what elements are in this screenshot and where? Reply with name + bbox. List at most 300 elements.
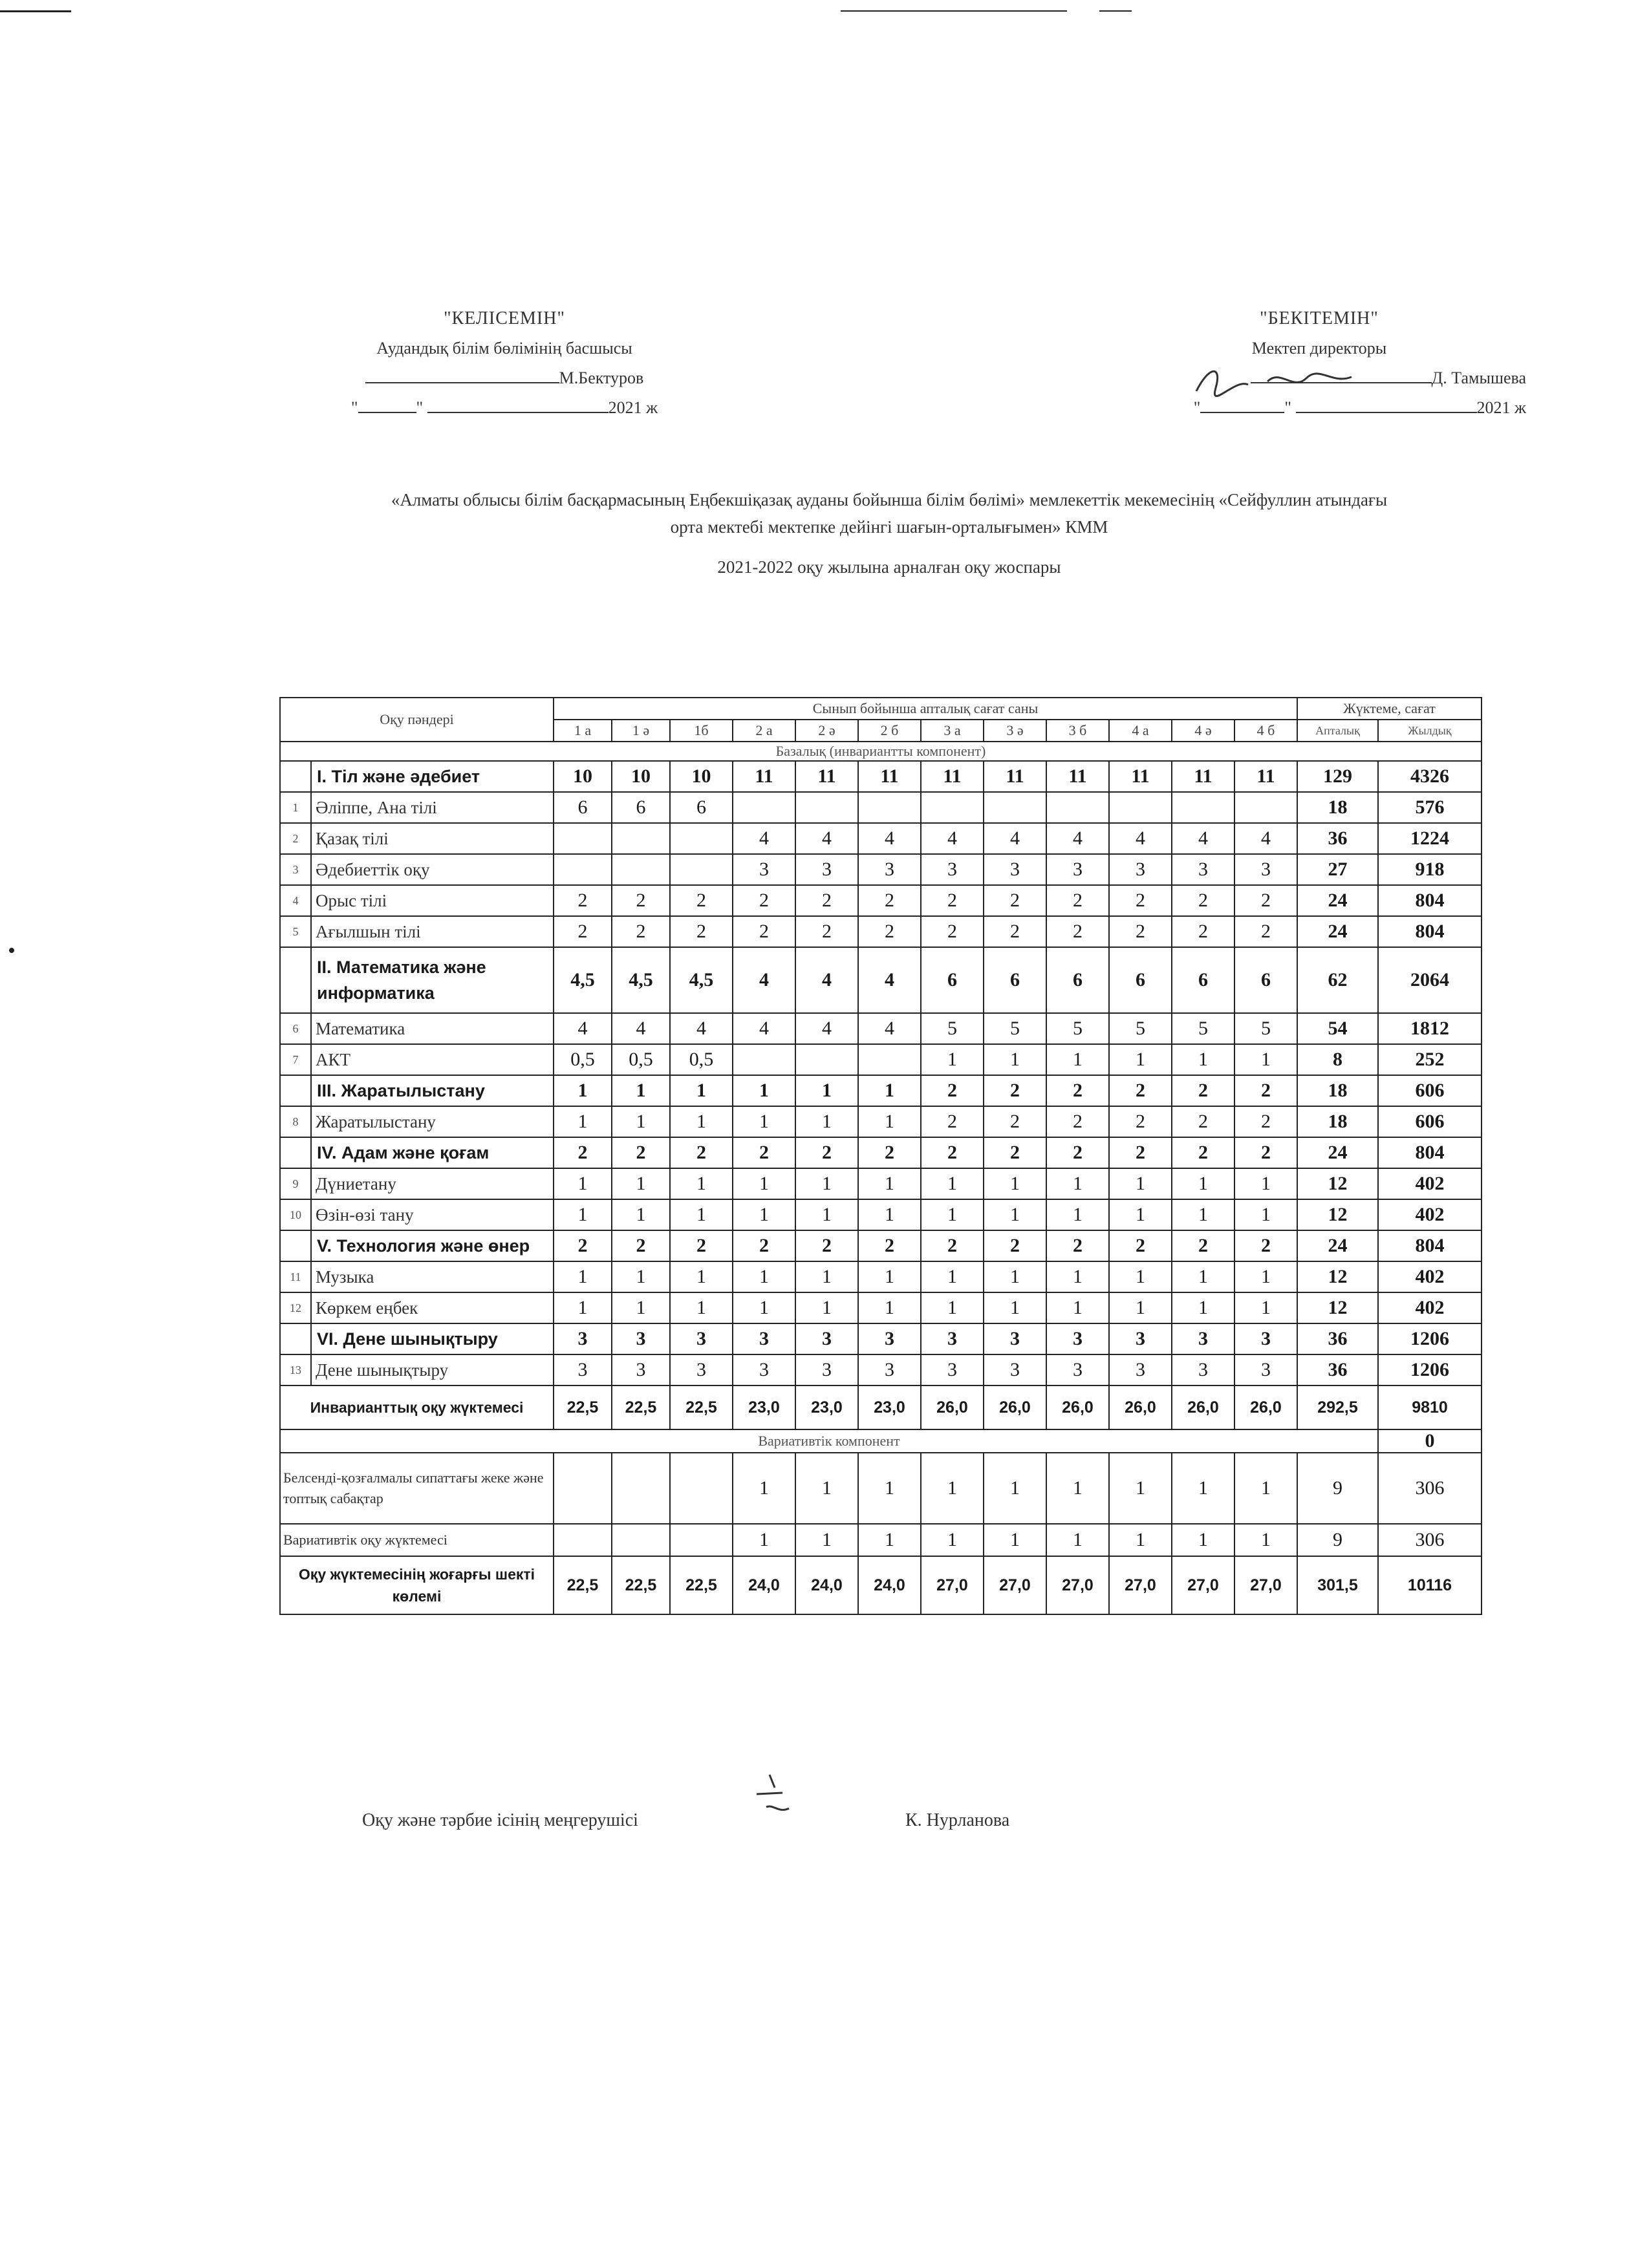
- weekly-total: 12: [1297, 1199, 1378, 1230]
- hours-cell: 4,5: [670, 947, 733, 1013]
- hours-cell: 1: [858, 1453, 921, 1524]
- section-name: ІV. Адам және қоғам: [311, 1137, 554, 1168]
- hours-cell: 2: [612, 1230, 670, 1261]
- hours-cell: 1: [1046, 1168, 1109, 1199]
- hours-cell: 2: [984, 916, 1046, 947]
- hours-cell: 4: [733, 823, 795, 854]
- hours-cell: 1: [1172, 1261, 1234, 1292]
- hours-cell: 1: [921, 1261, 984, 1292]
- class-header: 4 б: [1234, 720, 1297, 742]
- hours-cell: 5: [1046, 1013, 1109, 1044]
- hours-cell: 23,0: [858, 1385, 921, 1429]
- weekly-total: 301,5: [1297, 1556, 1378, 1614]
- weekly-total: 62: [1297, 947, 1378, 1013]
- hours-cell: 1: [858, 1292, 921, 1323]
- row-number: [280, 1137, 311, 1168]
- hours-cell: 3: [733, 854, 795, 885]
- hours-cell: 1: [733, 1292, 795, 1323]
- hours-cell: 1: [984, 1292, 1046, 1323]
- weekly-total: 36: [1297, 1354, 1378, 1385]
- subject-row: [280, 1106, 1482, 1137]
- hours-cell: 3: [858, 1354, 921, 1385]
- hours-cell: 6: [921, 947, 984, 1013]
- hours-cell: 3: [554, 1354, 612, 1385]
- hours-cell: 2: [795, 1137, 858, 1168]
- hours-cell: 4: [733, 947, 795, 1013]
- hours-cell: 2: [670, 1230, 733, 1261]
- hours-cell: 1: [921, 1524, 984, 1556]
- hours-cell: 1: [1109, 1292, 1172, 1323]
- hours-cell: 2: [1234, 1137, 1297, 1168]
- hours-cell: 1: [795, 1075, 858, 1106]
- hours-cell: 1: [1234, 1044, 1297, 1075]
- yearly-total: 306: [1378, 1524, 1482, 1556]
- weekly-total: 129: [1297, 761, 1378, 792]
- variative-year-zero: 0: [1378, 1429, 1482, 1453]
- row-number: 8: [280, 1106, 311, 1137]
- section-row: [280, 1137, 1482, 1168]
- hours-cell: 2: [921, 1106, 984, 1137]
- hours-cell: 3: [1172, 1354, 1234, 1385]
- hours-cell: 5: [1172, 1013, 1234, 1044]
- hours-cell: 2: [1109, 1137, 1172, 1168]
- band-variative-component: Вариативтік компонент: [280, 1429, 1378, 1453]
- hours-cell: 1: [733, 1168, 795, 1199]
- class-header: 3 а: [921, 720, 984, 742]
- hours-cell: [670, 854, 733, 885]
- row-number: 12: [280, 1292, 311, 1323]
- hours-cell: 3: [1046, 854, 1109, 885]
- hours-cell: 1: [795, 1292, 858, 1323]
- approval-left: "КЕЛІСЕМІН" Аудандық білім бөлімінің басшысы М.Бектуров " " 2021 ж: [278, 304, 731, 423]
- hours-cell: 1: [795, 1199, 858, 1230]
- hours-cell: 4: [670, 1013, 733, 1044]
- weekly-total: 12: [1297, 1261, 1378, 1292]
- approval-right-name: Д. Тамышева: [1431, 369, 1526, 387]
- hours-cell: 2: [1172, 1106, 1234, 1137]
- hours-cell: 3: [1234, 854, 1297, 885]
- section-row: [280, 761, 1482, 792]
- hours-cell: [858, 1044, 921, 1075]
- hours-cell: [1109, 792, 1172, 823]
- hours-cell: 2: [1046, 1137, 1109, 1168]
- hours-cell: [554, 823, 612, 854]
- row-number: [280, 1075, 311, 1106]
- class-header: 1 а: [554, 720, 612, 742]
- hours-cell: 1: [984, 1261, 1046, 1292]
- header-weekly: Апталық: [1297, 720, 1378, 742]
- weekly-total: 24: [1297, 885, 1378, 916]
- hours-cell: 1: [554, 1199, 612, 1230]
- hours-cell: 1: [670, 1261, 733, 1292]
- weekly-total: 18: [1297, 792, 1378, 823]
- hours-cell: 1: [733, 1261, 795, 1292]
- hours-cell: 1: [733, 1075, 795, 1106]
- row-number: 3: [280, 854, 311, 885]
- invariant-total-label: Инварианттық оқу жүктемесі: [280, 1385, 554, 1429]
- section-name: І. Тіл және әдебиет: [311, 761, 554, 792]
- hours-cell: 2: [1109, 1230, 1172, 1261]
- hours-cell: 10: [554, 761, 612, 792]
- hours-cell: 3: [733, 1354, 795, 1385]
- row-number: [280, 947, 311, 1013]
- hours-cell: [795, 1044, 858, 1075]
- hours-cell: 2: [1109, 885, 1172, 916]
- hours-cell: 2: [858, 885, 921, 916]
- hours-cell: 0,5: [612, 1044, 670, 1075]
- weekly-total: 18: [1297, 1106, 1378, 1137]
- hours-cell: 0,5: [670, 1044, 733, 1075]
- hours-cell: 22,5: [554, 1385, 612, 1429]
- hours-cell: 3: [921, 1323, 984, 1354]
- row-number: 10: [280, 1199, 311, 1230]
- hours-cell: 10: [612, 761, 670, 792]
- subject-name: Музыка: [311, 1261, 554, 1292]
- hours-cell: 6: [1046, 947, 1109, 1013]
- weekly-total: 9: [1297, 1524, 1378, 1556]
- subject-name: Әліппе, Ана тілі: [311, 792, 554, 823]
- hours-cell: 1: [795, 1168, 858, 1199]
- hours-cell: 2: [612, 885, 670, 916]
- row-number: 13: [280, 1354, 311, 1385]
- hours-cell: 1: [984, 1199, 1046, 1230]
- max-total-row: [280, 1556, 1482, 1614]
- weekly-total: 24: [1297, 1137, 1378, 1168]
- hours-cell: [612, 1453, 670, 1524]
- weekly-total: 36: [1297, 823, 1378, 854]
- section-name: V. Технология және өнер: [311, 1230, 554, 1261]
- hours-cell: 1: [1109, 1199, 1172, 1230]
- hours-cell: 1: [1234, 1261, 1297, 1292]
- yearly-total: 402: [1378, 1261, 1482, 1292]
- hours-cell: 6: [612, 792, 670, 823]
- hours-cell: 2: [670, 916, 733, 947]
- header-yearly: Жылдық: [1378, 720, 1482, 742]
- hours-cell: 1: [1046, 1044, 1109, 1075]
- hours-cell: 2: [984, 1137, 1046, 1168]
- hours-cell: 2: [858, 1230, 921, 1261]
- hours-cell: 22,5: [554, 1556, 612, 1614]
- hours-cell: 1: [612, 1075, 670, 1106]
- yearly-total: 1812: [1378, 1013, 1482, 1044]
- weekly-total: 24: [1297, 916, 1378, 947]
- variative-total-row: [280, 1524, 1482, 1556]
- subject-name: АКТ: [311, 1044, 554, 1075]
- hours-cell: [1234, 792, 1297, 823]
- hours-cell: 3: [984, 854, 1046, 885]
- weekly-total: 27: [1297, 854, 1378, 885]
- hours-cell: 1: [733, 1524, 795, 1556]
- subject-name: Математика: [311, 1013, 554, 1044]
- approval-left-position: Аудандық білім бөлімінің басшысы: [376, 339, 632, 358]
- hours-cell: 4: [733, 1013, 795, 1044]
- hours-cell: 3: [1109, 1354, 1172, 1385]
- hours-cell: 26,0: [921, 1385, 984, 1429]
- hours-cell: 26,0: [1046, 1385, 1109, 1429]
- yearly-total: 804: [1378, 916, 1482, 947]
- hours-cell: [554, 1453, 612, 1524]
- hours-cell: 1: [858, 1199, 921, 1230]
- hours-cell: 1: [921, 1199, 984, 1230]
- subject-row: [280, 1013, 1482, 1044]
- hours-cell: 3: [921, 1354, 984, 1385]
- row-number: [280, 761, 311, 792]
- hours-cell: [921, 792, 984, 823]
- hours-cell: 2: [858, 916, 921, 947]
- hours-cell: 23,0: [795, 1385, 858, 1429]
- hours-cell: 1: [1046, 1292, 1109, 1323]
- weekly-total: 8: [1297, 1044, 1378, 1075]
- class-header: 4 ә: [1172, 720, 1234, 742]
- subject-name: Дене шынықтыру: [311, 1354, 554, 1385]
- hours-cell: 1: [1109, 1261, 1172, 1292]
- hours-cell: 3: [858, 854, 921, 885]
- hours-cell: 1: [1172, 1168, 1234, 1199]
- scan-dot: [9, 948, 14, 953]
- hours-cell: 1: [858, 1075, 921, 1106]
- hours-cell: 27,0: [1109, 1556, 1172, 1614]
- hours-cell: 2: [1234, 1075, 1297, 1106]
- yearly-total: 804: [1378, 1137, 1482, 1168]
- hours-cell: 2: [1046, 916, 1109, 947]
- hours-cell: 2: [1109, 916, 1172, 947]
- hours-cell: 2: [1046, 1106, 1109, 1137]
- hours-cell: 4: [1234, 823, 1297, 854]
- hours-cell: 11: [1046, 761, 1109, 792]
- invariant-total-row: [280, 1385, 1482, 1429]
- yearly-total: 252: [1378, 1044, 1482, 1075]
- hours-cell: 22,5: [670, 1556, 733, 1614]
- hours-cell: 1: [1234, 1168, 1297, 1199]
- hours-cell: 26,0: [1234, 1385, 1297, 1429]
- hours-cell: 5: [1109, 1013, 1172, 1044]
- footer-signature: [744, 1768, 802, 1826]
- hours-cell: 1: [1109, 1044, 1172, 1075]
- header-weekly-hours: Сынып бойынша апталық сағат саны: [554, 698, 1297, 720]
- hours-cell: 4: [1046, 823, 1109, 854]
- hours-cell: 1: [1109, 1524, 1172, 1556]
- hours-cell: 11: [1234, 761, 1297, 792]
- hours-cell: 1: [670, 1199, 733, 1230]
- hours-cell: 2: [1234, 916, 1297, 947]
- header-load: Жүктеме, сағат: [1297, 698, 1482, 720]
- row-number: 2: [280, 823, 311, 854]
- hours-cell: 0,5: [554, 1044, 612, 1075]
- hours-cell: 1: [1172, 1453, 1234, 1524]
- hours-cell: 2: [1109, 1075, 1172, 1106]
- subject-row: [280, 885, 1482, 916]
- weekly-total: 24: [1297, 1230, 1378, 1261]
- hours-cell: 2: [733, 1230, 795, 1261]
- hours-cell: [858, 792, 921, 823]
- hours-cell: 1: [1234, 1524, 1297, 1556]
- curriculum-table: [279, 697, 1482, 1615]
- hours-cell: 6: [984, 947, 1046, 1013]
- subject-row: [280, 1292, 1482, 1323]
- hours-cell: 3: [795, 854, 858, 885]
- hours-cell: 2: [554, 1137, 612, 1168]
- hours-cell: 1: [858, 1524, 921, 1556]
- hours-cell: 4: [858, 947, 921, 1013]
- hours-cell: 1: [984, 1044, 1046, 1075]
- hours-cell: [984, 792, 1046, 823]
- hours-cell: 4: [795, 1013, 858, 1044]
- hours-cell: 1: [921, 1168, 984, 1199]
- hours-cell: 26,0: [1109, 1385, 1172, 1429]
- subject-name: Ағылшын тілі: [311, 916, 554, 947]
- hours-cell: 2: [1172, 885, 1234, 916]
- hours-cell: 3: [1234, 1323, 1297, 1354]
- hours-cell: 23,0: [733, 1385, 795, 1429]
- hours-cell: 2: [612, 1137, 670, 1168]
- subject-name: Жаратылыстану: [311, 1106, 554, 1137]
- hours-cell: 1: [1046, 1453, 1109, 1524]
- hours-cell: 2: [984, 885, 1046, 916]
- hours-cell: 2: [733, 1137, 795, 1168]
- hours-cell: 3: [921, 854, 984, 885]
- subject-row: [280, 823, 1482, 854]
- hours-cell: 2: [921, 916, 984, 947]
- hours-cell: 1: [612, 1106, 670, 1137]
- hours-cell: 6: [1109, 947, 1172, 1013]
- section-row: [280, 1075, 1482, 1106]
- hours-cell: 22,5: [670, 1385, 733, 1429]
- section-name: ІІ. Математика және информатика: [311, 947, 554, 1013]
- header-subjects: Оқу пәндері: [280, 698, 554, 742]
- hours-cell: 24,0: [795, 1556, 858, 1614]
- hours-cell: 27,0: [1172, 1556, 1234, 1614]
- hours-cell: [612, 823, 670, 854]
- hours-cell: [1172, 792, 1234, 823]
- weekly-total: 12: [1297, 1168, 1378, 1199]
- hours-cell: 1: [858, 1261, 921, 1292]
- hours-cell: 2: [984, 1230, 1046, 1261]
- hours-cell: 3: [795, 1354, 858, 1385]
- hours-cell: 3: [612, 1354, 670, 1385]
- approval-right-position: Мектеп директоры: [1251, 339, 1387, 358]
- approval-right-title: "БЕКІТЕМІН": [1260, 308, 1379, 328]
- hours-cell: 2: [1234, 885, 1297, 916]
- hours-cell: 1: [1234, 1453, 1297, 1524]
- weekly-total: 292,5: [1297, 1385, 1378, 1429]
- hours-cell: 27,0: [1046, 1556, 1109, 1614]
- footer-role: Оқу және тәрбие ісінің меңгерушісі: [362, 1810, 638, 1830]
- hours-cell: 1: [1109, 1168, 1172, 1199]
- yearly-total: 306: [1378, 1453, 1482, 1524]
- hours-cell: 1: [921, 1453, 984, 1524]
- hours-cell: 4: [795, 823, 858, 854]
- hours-cell: 1: [670, 1075, 733, 1106]
- hours-cell: 1: [921, 1044, 984, 1075]
- hours-cell: 4: [1172, 823, 1234, 854]
- hours-cell: 3: [1172, 1323, 1234, 1354]
- hours-cell: 4: [858, 1013, 921, 1044]
- hours-cell: 4: [1109, 823, 1172, 854]
- yearly-total: 402: [1378, 1199, 1482, 1230]
- hours-cell: 27,0: [984, 1556, 1046, 1614]
- hours-cell: 1: [984, 1168, 1046, 1199]
- hours-cell: 3: [1046, 1354, 1109, 1385]
- hours-cell: 1: [554, 1261, 612, 1292]
- hours-cell: 11: [921, 761, 984, 792]
- section-name: VI. Дене шынықтыру: [311, 1323, 554, 1354]
- hours-cell: 2: [612, 916, 670, 947]
- hours-cell: 1: [612, 1199, 670, 1230]
- hours-cell: 11: [858, 761, 921, 792]
- band-base-component: Базалық (инвариантты компонент): [280, 742, 1482, 761]
- hours-cell: 6: [1172, 947, 1234, 1013]
- hours-cell: 1: [795, 1261, 858, 1292]
- row-number: 5: [280, 916, 311, 947]
- hours-cell: 1: [733, 1453, 795, 1524]
- hours-cell: 27,0: [921, 1556, 984, 1614]
- hours-cell: 2: [795, 916, 858, 947]
- subject-row: [280, 1044, 1482, 1075]
- hours-cell: 3: [554, 1323, 612, 1354]
- yearly-total: 10116: [1378, 1556, 1482, 1614]
- hours-cell: 1: [921, 1292, 984, 1323]
- hours-cell: 4,5: [554, 947, 612, 1013]
- hours-cell: 4: [612, 1013, 670, 1044]
- hours-cell: 2: [795, 1230, 858, 1261]
- hours-cell: 3: [795, 1323, 858, 1354]
- class-header: 2 б: [858, 720, 921, 742]
- hours-cell: 2: [921, 1137, 984, 1168]
- hours-cell: 1: [1046, 1261, 1109, 1292]
- row-number: 7: [280, 1044, 311, 1075]
- hours-cell: 1: [554, 1292, 612, 1323]
- hours-cell: 22,5: [612, 1556, 670, 1614]
- yearly-total: 804: [1378, 1230, 1482, 1261]
- hours-cell: 11: [733, 761, 795, 792]
- max-total-label: Оқу жүктемесінің жоғарғы шекті көлемі: [280, 1556, 554, 1614]
- document-heading: [259, 486, 1520, 540]
- variative-row-label: Белсенді-қозғалмалы сипаттағы жеке және топтық сабақтар: [280, 1453, 554, 1524]
- hours-cell: 2: [554, 885, 612, 916]
- hours-cell: 4: [795, 947, 858, 1013]
- hours-cell: 2: [858, 1137, 921, 1168]
- hours-cell: 2: [1172, 1230, 1234, 1261]
- section-row: [280, 1323, 1482, 1354]
- hours-cell: 4: [554, 1013, 612, 1044]
- hours-cell: 3: [733, 1323, 795, 1354]
- weekly-total: 12: [1297, 1292, 1378, 1323]
- hours-cell: 3: [984, 1354, 1046, 1385]
- hours-cell: 3: [1234, 1354, 1297, 1385]
- hours-cell: [554, 1524, 612, 1556]
- variative-total-label: Вариативтік оқу жүктемесі: [280, 1524, 554, 1556]
- scan-line-center: [841, 10, 1067, 12]
- subject-row: [280, 792, 1482, 823]
- weekly-total: 9: [1297, 1453, 1378, 1524]
- hours-cell: 1: [670, 1106, 733, 1137]
- row-number: [280, 1230, 311, 1261]
- yearly-total: 9810: [1378, 1385, 1482, 1429]
- hours-cell: 2: [984, 1106, 1046, 1137]
- hours-cell: 24,0: [733, 1556, 795, 1614]
- class-header: 1 ә: [612, 720, 670, 742]
- document-subtitle: 2021-2022 оқу жылына арналған оқу жоспары: [717, 557, 1061, 577]
- hours-cell: 3: [1109, 1323, 1172, 1354]
- hours-cell: 3: [670, 1323, 733, 1354]
- row-number: 9: [280, 1168, 311, 1199]
- hours-cell: 2: [1046, 1075, 1109, 1106]
- hours-cell: 1: [795, 1106, 858, 1137]
- heading-line-1: «Алматы облысы білім басқармасының Еңбекшіқазақ ауданы бойынша білім бөлімі» мемлекеттік мекемесінің «Сейфуллин атындағы: [391, 490, 1388, 509]
- hours-cell: 2: [1234, 1230, 1297, 1261]
- hours-cell: 3: [1172, 854, 1234, 885]
- hours-cell: 2: [1109, 1106, 1172, 1137]
